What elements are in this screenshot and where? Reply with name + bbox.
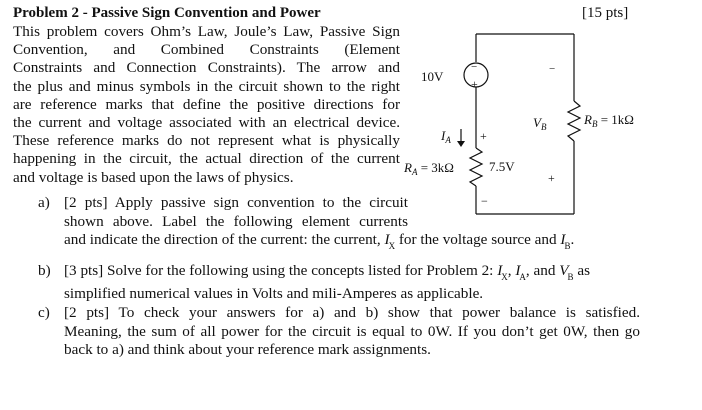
question-a-label: a)	[38, 194, 50, 211]
resistor-b-icon	[568, 101, 580, 141]
intro-line: the current and voltage associated with an electrical device.	[13, 114, 400, 132]
intro-line: the plus and minus symbols in the circuit shown to the right	[13, 77, 400, 95]
intro-line: are reference marks that define the positive directions for	[13, 95, 400, 113]
vb-plus-label: +	[548, 171, 555, 185]
question-c-line: back to a) and think about your reference mark assignments.	[64, 341, 431, 359]
problem-title: Problem 2 - Passive Sign Convention and Power	[13, 5, 321, 21]
resistor-a-icon	[470, 148, 482, 186]
intro-line: and voltage is based upon the laws of physics.	[13, 168, 294, 186]
question-a-line: [2 pts] Apply passive sign convention to the circuit	[64, 194, 408, 211]
source-plus-label: +	[471, 77, 478, 91]
question-b-line2: simplified numerical values in Volts and mili-Amperes as applicable.	[64, 285, 484, 302]
vb-label: $V_B$	[533, 115, 547, 132]
rb-label: $R_B = 1k\Omega$	[584, 112, 634, 129]
current-arrowhead-a-icon	[457, 141, 465, 147]
intro-line: These reference marks do not represent what is physically	[13, 132, 400, 150]
va-value-label: 7.5V	[489, 159, 515, 174]
vb-minus-label: −	[549, 63, 556, 75]
question-a-line3: and indicate the direction of the current: the current, $I_X$ for the voltage source and $I_B$.	[64, 231, 575, 251]
source-minus-label: −	[471, 61, 478, 73]
question-c-line: Meaning, the sum of all power for the circuit is equal to 0W. If you don’t get 0W, then go	[64, 322, 640, 340]
question-b-label: b)	[38, 262, 51, 279]
source-value-label: 10V	[421, 69, 444, 84]
intro-line: happening in the circuit, the actual direction of the current	[13, 150, 400, 168]
question-c-line: [2 pts] To check your answers for a) and b) show that power balance is satisfied.	[64, 304, 640, 321]
intro-line: Constraints and Connection Constraints). The arrow and	[13, 59, 400, 77]
va-plus-label: +	[480, 129, 487, 143]
question-c-label: c)	[38, 304, 50, 321]
intro-line: Convention, and Combined Constraints (Element	[13, 41, 400, 59]
question-a-line: shown above. Label the following element currents	[64, 212, 408, 230]
intro-line: This problem covers Ohm’s Law, Joule’s Law, Passive Sign	[13, 23, 400, 40]
points-label: [15 pts]	[582, 5, 629, 21]
current-ia-label: $I_A$	[441, 128, 451, 145]
ra-label: $R_A = 3k\Omega$	[404, 160, 454, 177]
va-minus-label: −	[481, 194, 488, 208]
